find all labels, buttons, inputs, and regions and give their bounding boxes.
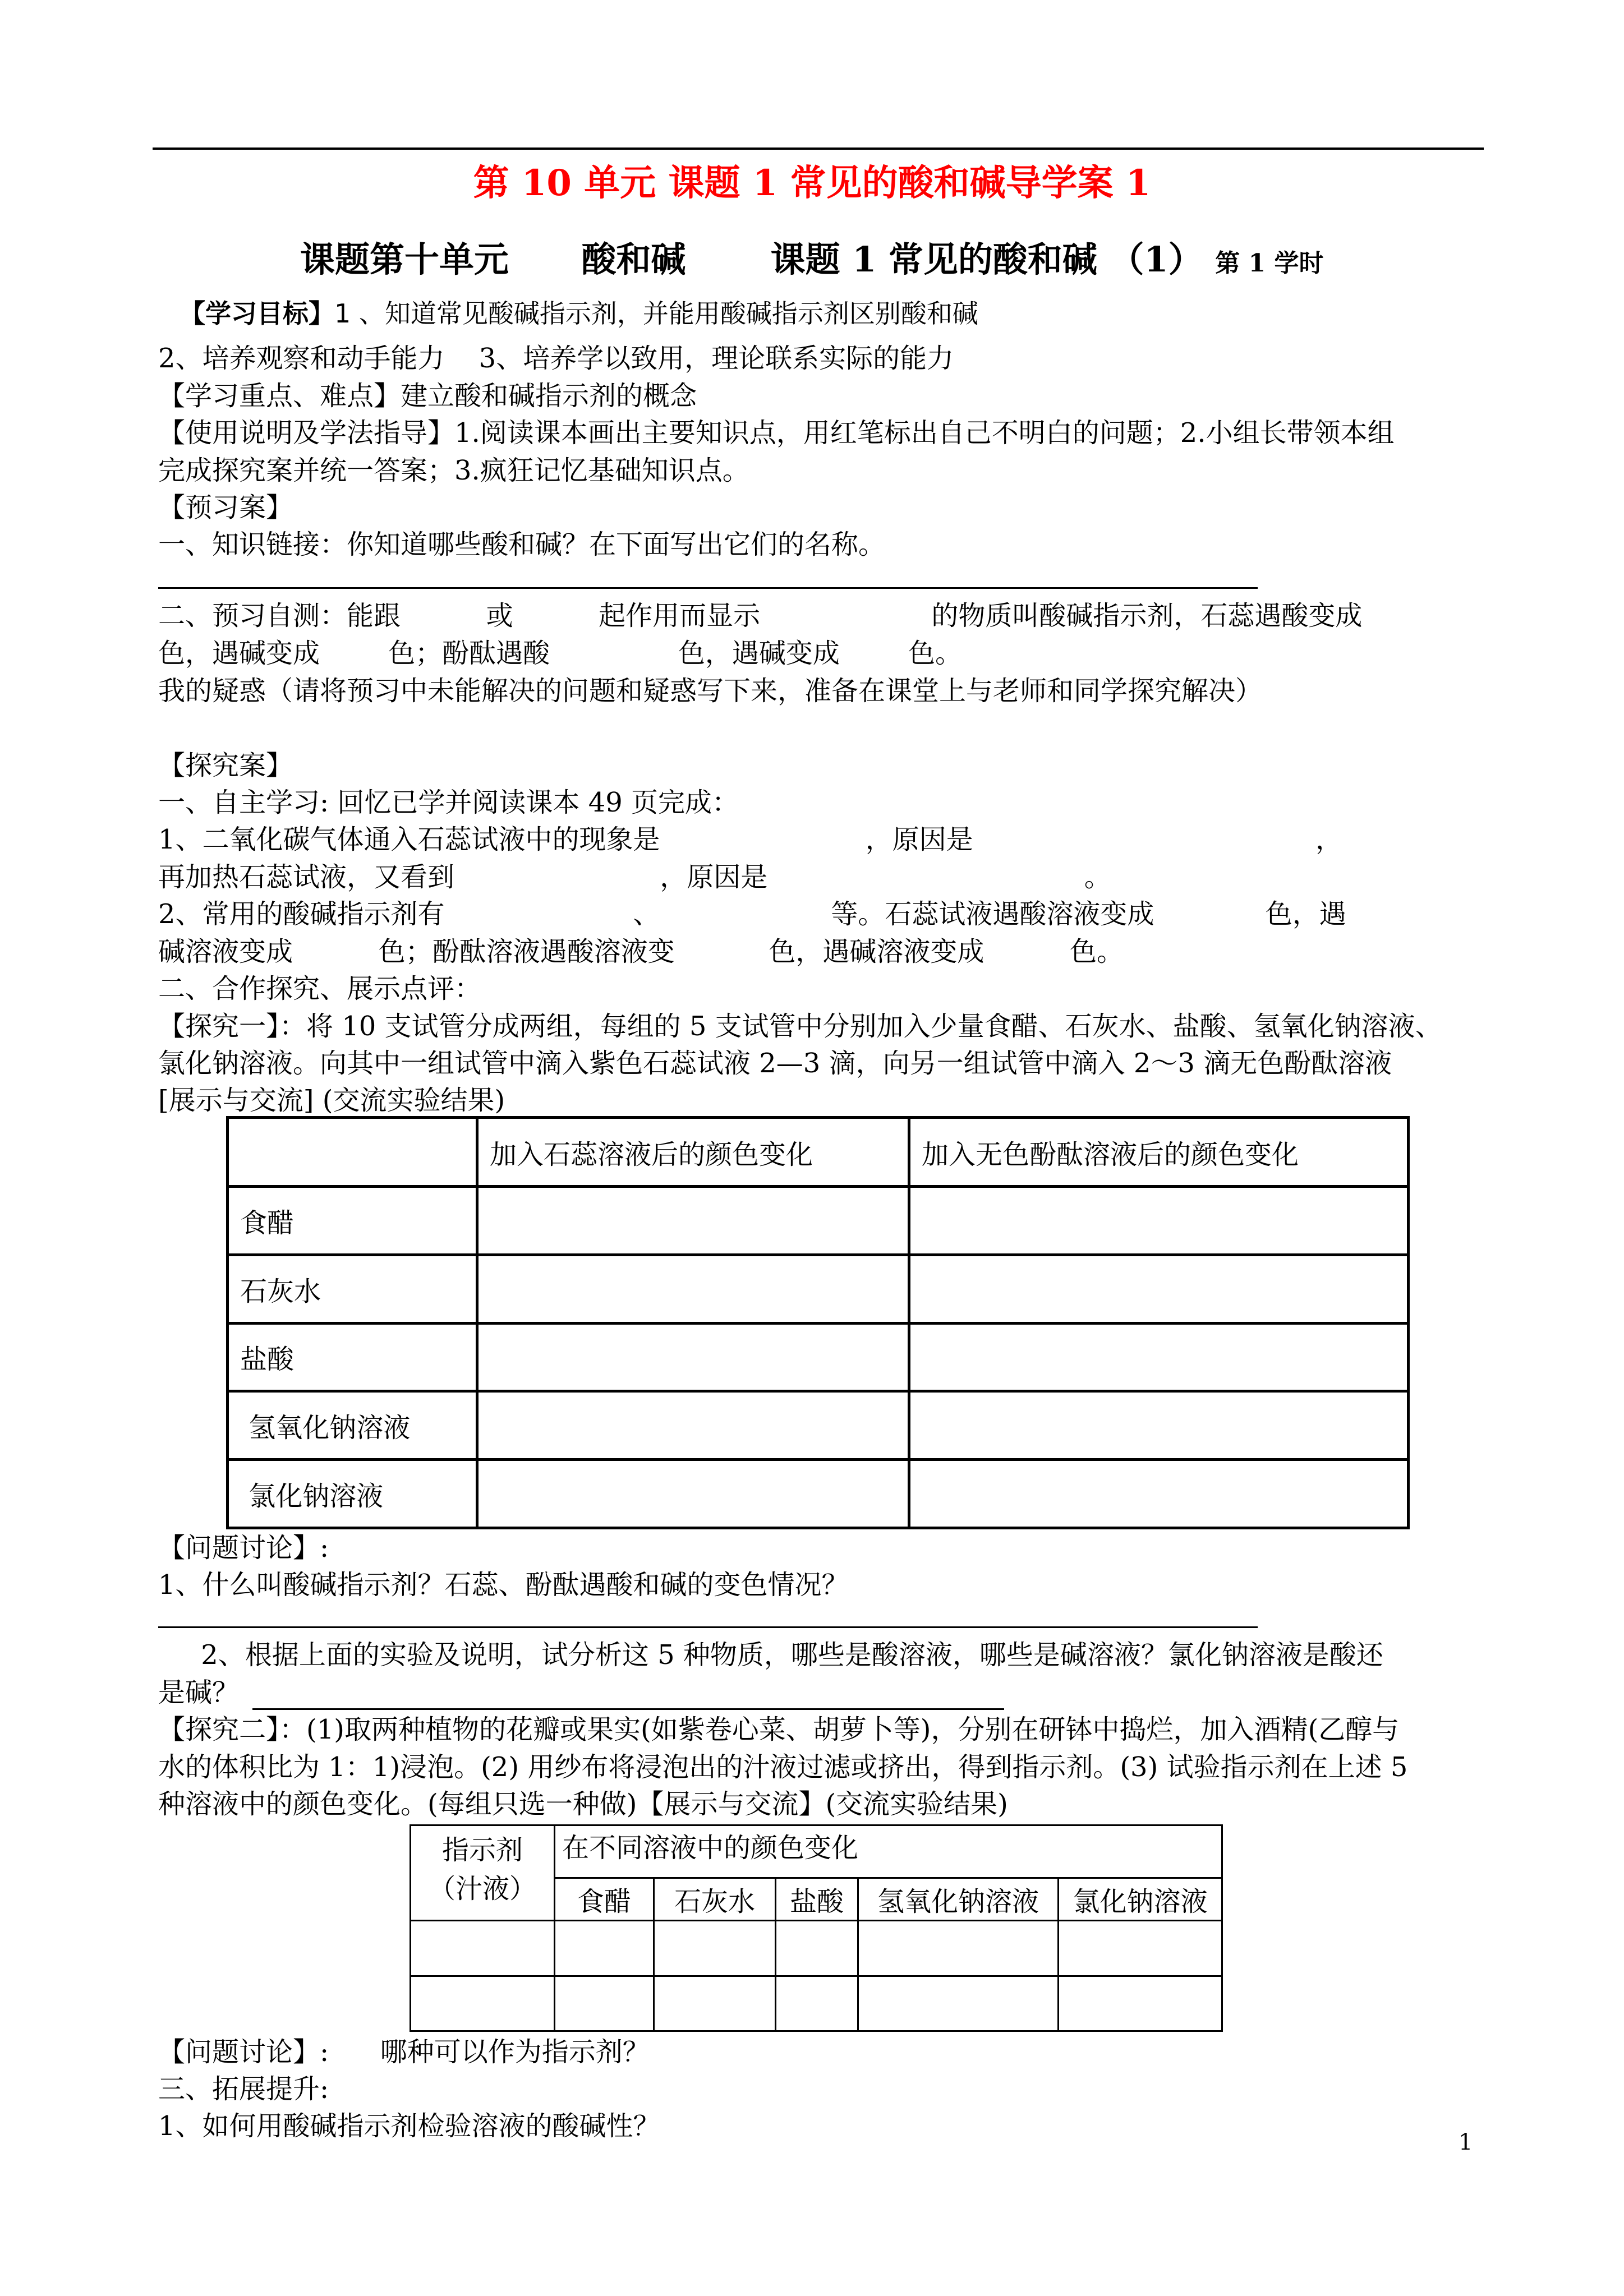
text-line: 种溶液中的颜色变化。(每组只选一种做)【展示与交流】(交流实验结果): [158, 1788, 1008, 1820]
answer-cell: [654, 1976, 776, 2031]
section-heading: 【预习案】: [158, 492, 293, 523]
text-line: 水的体积比为 1：1)浸泡。(2) 用纱布将浸泡出的汁液过滤或挤出，得到指示剂。(3) 试验指示剂在上述 5: [158, 1751, 1408, 1783]
answer-cell: [909, 1187, 1409, 1255]
answer-cell: [858, 1976, 1059, 2031]
answer-cell: [411, 1976, 555, 2031]
text-line: 一、自主学习: 回忆已学并阅读课本 49 页完成：: [158, 787, 739, 818]
text-line: 三、拓展提升:: [158, 2073, 329, 2105]
answer-line: [158, 1626, 1258, 1628]
document-title: 第 10 单元 课题 1 常见的酸和碱导学案 1: [473, 162, 1151, 204]
text-line: 完成探究案并统一答案；3.疯狂记忆基础知识点。: [158, 455, 749, 486]
table-row: [228, 1460, 1409, 1528]
answer-cell: [477, 1255, 909, 1323]
table-row: [228, 1391, 1409, 1460]
table-header-cell: [228, 1118, 477, 1187]
answer-cell: [909, 1391, 1409, 1460]
answer-cell: [555, 1921, 654, 1976]
lesson-subtitle: [300, 234, 1324, 289]
table-row: [411, 1976, 1222, 2031]
text-line: 碱溶液变成 色；酚酞溶液遇酸溶液变 色，遇碱溶液变成 色。: [158, 936, 1124, 967]
header-rule: [153, 147, 1484, 150]
section-heading: 【问题讨论】:: [158, 1532, 329, 1564]
text-line: 二、预习自测：能跟 或 起作用而显示 的物质叫酸碱指示剂，石蕊遇酸变成: [158, 600, 1363, 631]
section-heading: 【问题讨论】: 哪种可以作为指示剂？: [158, 2036, 650, 2068]
subtitle-main: 课题第十单元 酸和碱 课题 1 常见的酸和碱 （1）: [300, 239, 1203, 280]
answer-cell: [477, 1391, 909, 1460]
answer-cell: [1059, 1976, 1222, 2031]
answer-cell: [555, 1976, 654, 2031]
page-number: 1: [1459, 2129, 1473, 2155]
row-label: 氢氧化钠溶液: [228, 1391, 477, 1460]
learning-goal: [180, 295, 978, 332]
text-line: 2、常用的酸碱指示剂有 、 等。石蕊试液遇酸溶液变成 色，遇: [158, 898, 1346, 930]
text-line: 【使用说明及学法指导】1.阅读课本画出主要知识点，用红笔标出自己不明白的问题；2.小组长带领本组: [158, 417, 1395, 449]
answer-cell: [477, 1187, 909, 1255]
indicator-header-cell: 指示剂 （汁液）: [411, 1825, 555, 1921]
answer-cell: [1059, 1921, 1222, 1976]
text-line: 1、二氧化碳气体通入石蕊试液中的现象是 ，原因是 ，: [158, 824, 1343, 855]
table-row: [228, 1255, 1409, 1323]
text-line: 一、知识链接：你知道哪些酸和碱？在下面写出它们的名称。: [158, 529, 886, 560]
text-line: 我的疑惑（请将预习中未能解决的问题和疑惑写下来，准备在课堂上与老师和同学探究解决）: [158, 675, 1263, 707]
plant-indicator-table: [410, 1824, 1223, 2032]
table-row: [411, 1921, 1222, 1976]
color-change-header-cell: 在不同溶液中的颜色变化: [555, 1825, 1222, 1878]
text-line: [展示与交流] (交流实验结果): [158, 1085, 505, 1116]
answer-cell: [858, 1921, 1059, 1976]
row-label: 盐酸: [228, 1323, 477, 1391]
goal-label: 【学习目标】: [180, 298, 334, 329]
text-line: 2、根据上面的实验及说明，试分析这 5 种物质，哪些是酸溶液，哪些是碱溶液？氯化钠溶液是酸还: [158, 1639, 1383, 1671]
row-label: 石灰水: [228, 1255, 477, 1323]
answer-cell: [411, 1921, 555, 1976]
indicator-table: [226, 1116, 1410, 1529]
text-line: 氯化钠溶液。向其中一组试管中滴入紫色石蕊试液 2—3 滴，向另一组试管中滴入 2～3 滴无色酚酞溶液: [158, 1048, 1392, 1079]
sub-header-cell: 石灰水: [654, 1878, 776, 1921]
table-header-cell: 加入石蕊溶液后的颜色变化: [477, 1118, 909, 1187]
answer-cell: [654, 1921, 776, 1976]
section-heading: 【探究案】: [158, 750, 293, 781]
sub-header-cell: 氯化钠溶液: [1059, 1878, 1222, 1921]
text-line: 二、合作探究、展示点评：: [158, 973, 482, 1004]
answer-line: [252, 1708, 1004, 1710]
text-line: 2、培养观察和动手能力 3、培养学以致用，理论联系实际的能力: [158, 343, 954, 374]
table-row: [228, 1187, 1409, 1255]
sub-header-cell: 食醋: [555, 1878, 654, 1921]
goal-text: 1 、知道常见酸碱指示剂，并能用酸碱指示剂区别酸和碱: [334, 298, 978, 329]
answer-cell: [477, 1323, 909, 1391]
text-line: 色，遇碱变成 色；酚酞遇酸 色，遇碱变成 色。: [158, 638, 962, 669]
table-header-cell: 加入无色酚酞溶液后的颜色变化: [909, 1118, 1409, 1187]
text-line: 是碱？: [158, 1677, 240, 1708]
answer-cell: [909, 1255, 1409, 1323]
answer-cell: [477, 1460, 909, 1528]
row-label: 食醋: [228, 1187, 477, 1255]
answer-cell: [909, 1460, 1409, 1528]
row-label: 氯化钠溶液: [228, 1460, 477, 1528]
answer-line: [158, 587, 1258, 589]
text-line: 1、什么叫酸碱指示剂？石蕊、酚酞遇酸和碱的变色情况？: [158, 1569, 849, 1601]
text-line: 1、如何用酸碱指示剂检验溶液的酸碱性？: [158, 2110, 660, 2142]
subtitle-period: 第 1 学时: [1215, 249, 1324, 278]
text-line: 【学习重点、难点】建立酸和碱指示剂的概念: [158, 380, 697, 412]
text-line: 再加热石蕊试液，又看到 ，原因是 。: [158, 861, 1111, 893]
answer-cell: [909, 1323, 1409, 1391]
sub-header-cell: 盐酸: [776, 1878, 858, 1921]
table-row: [228, 1323, 1409, 1391]
text-line: 【探究二】：(1)取两种植物的花瓣或果实(如紫卷心菜、胡萝卜等)，分别在研钵中捣烂，加入酒精(乙醇与: [158, 1714, 1400, 1745]
answer-cell: [776, 1921, 858, 1976]
sub-header-cell: 氢氧化钠溶液: [858, 1878, 1059, 1921]
text-line: 【探究一】：将 10 支试管分成两组，每组的 5 支试管中分别加入少量食醋、石灰水、盐酸、氢氧化钠溶液、: [158, 1011, 1442, 1042]
answer-cell: [776, 1976, 858, 2031]
